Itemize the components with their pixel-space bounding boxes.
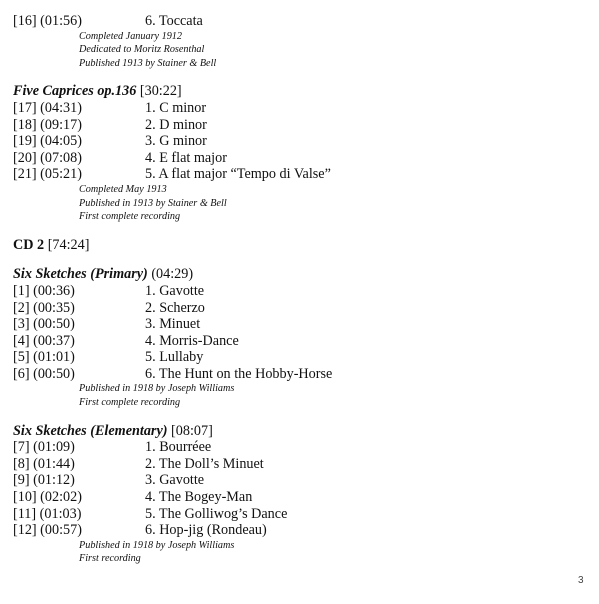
track-row <box>13 300 583 317</box>
work-note: First complete recording <box>79 397 181 409</box>
work-note: Dedicated to Moritz Rosenthal <box>79 44 205 56</box>
track-number-time: [6] (00:50) <box>13 365 75 382</box>
track-number-time: [21] (05:21) <box>13 166 82 183</box>
work-note: Published in 1918 by Joseph Williams <box>79 383 235 395</box>
work-note: Completed January 1912 <box>79 30 182 42</box>
track-title: 3. Minuet <box>145 316 201 333</box>
track-number-time: [5] (01:01) <box>13 349 75 366</box>
track-row <box>13 489 583 506</box>
track-row <box>13 439 583 456</box>
track-title: 4. E flat major <box>145 149 227 166</box>
tracklist-page <box>13 13 583 566</box>
track-number-time: [9] (01:12) <box>13 472 75 489</box>
track-number-time: [16] (01:56) <box>13 13 82 29</box>
track-title: 5. A flat major “Tempo di Valse” <box>145 166 331 183</box>
work-title: Six Sketches (Primary) <box>13 266 148 283</box>
work-note: Published in 1913 by Stainer & Bell <box>79 197 227 209</box>
work-note: Published in 1918 by Joseph Williams <box>79 539 235 551</box>
work-note: First recording <box>79 553 141 565</box>
track-row <box>13 283 583 300</box>
track-row <box>13 522 583 539</box>
work-heading <box>13 423 583 440</box>
work-duration: [08:07] <box>171 422 213 439</box>
track-title: 6. Hop-jig (Rondeau) <box>145 522 267 539</box>
track-number-time: [19] (04:05) <box>13 133 82 150</box>
track-number-time: [20] (07:08) <box>13 149 82 166</box>
track-number-time: [7] (01:09) <box>13 439 75 456</box>
work-duration: (04:29) <box>151 266 194 283</box>
track-title: 2. The Doll’s Minuet <box>145 455 264 472</box>
track-row <box>13 349 583 366</box>
track-title: 6. Toccata <box>145 13 203 29</box>
track-title: 1. Bourréee <box>145 439 212 456</box>
track-row <box>13 166 583 183</box>
track-number-time: [12] (00:57) <box>13 522 82 539</box>
track-row <box>13 456 583 473</box>
track-row <box>13 333 583 350</box>
cd-duration: [74:24] <box>47 236 90 253</box>
page-number: 3 <box>578 575 584 586</box>
work-note: Completed May 1913 <box>79 183 167 195</box>
track-row <box>13 506 583 523</box>
track-row <box>13 150 583 167</box>
cd-label: CD 2 <box>13 236 45 253</box>
track-title: 1. C minor <box>145 99 207 116</box>
cd-heading <box>13 237 583 254</box>
work-duration: [30:22] <box>139 83 182 100</box>
track-title: 2. Scherzo <box>145 299 205 316</box>
track-row <box>13 100 583 117</box>
track-title: 3. Gavotte <box>145 472 205 489</box>
work-note: Published 1913 by Stainer & Bell <box>79 57 217 69</box>
track-row <box>13 316 583 333</box>
track-number-time: [10] (02:02) <box>13 489 82 506</box>
work-heading <box>13 83 583 100</box>
work-note: First complete recording <box>79 211 181 223</box>
track-row <box>13 472 583 489</box>
work-heading <box>13 266 583 283</box>
track-number-time: [8] (01:44) <box>13 455 75 472</box>
track-title: 3. G minor <box>145 133 207 150</box>
work-title: Six Sketches (Elementary) <box>13 422 168 439</box>
work-title: Five Caprices op.136 <box>13 83 137 100</box>
track-title: 5. The Golliwog’s Dance <box>145 505 288 522</box>
track-title: 2. D minor <box>145 116 207 133</box>
track-number-time: [1] (00:36) <box>13 282 75 299</box>
track-number-time: [4] (00:37) <box>13 332 75 349</box>
track-number-time: [11] (01:03) <box>13 505 82 522</box>
track-title: 5. Lullaby <box>145 349 204 366</box>
track-row <box>13 117 583 134</box>
track-title: 4. Morris-Dance <box>145 332 239 349</box>
track-title: 1. Gavotte <box>145 282 205 299</box>
track-row <box>13 133 583 150</box>
track-number-time: [2] (00:35) <box>13 299 75 316</box>
track-number-time: [3] (00:50) <box>13 316 75 333</box>
track-row <box>13 13 583 30</box>
track-number-time: [18] (09:17) <box>13 116 82 133</box>
track-title: 6. The Hunt on the Hobby-Horse <box>145 365 333 382</box>
track-number-time: [17] (04:31) <box>13 99 82 116</box>
track-title: 4. The Bogey-Man <box>145 489 253 506</box>
track-row <box>13 366 583 383</box>
